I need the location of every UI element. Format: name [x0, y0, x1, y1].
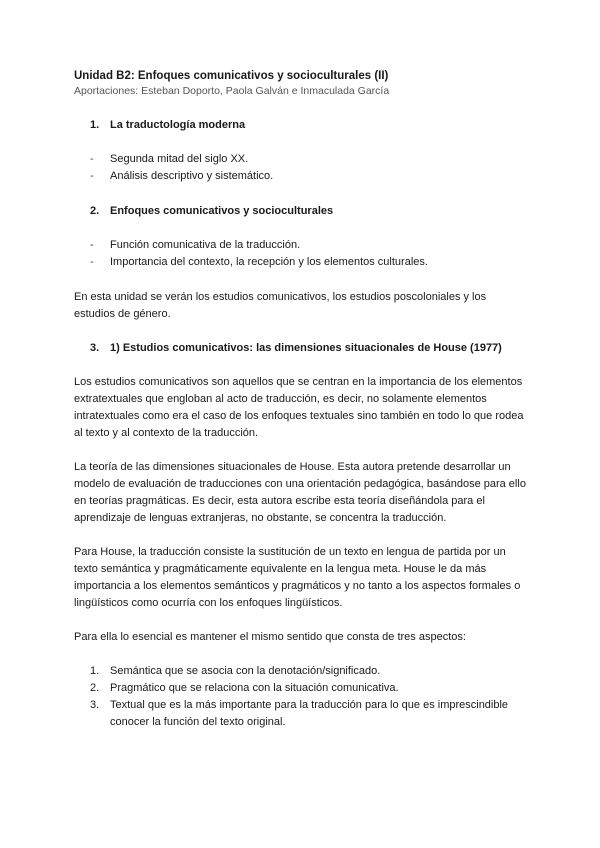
- section-heading-3: [74, 340, 526, 356]
- dash-bullet-icon: -: [90, 153, 94, 165]
- dash-bullet-icon: -: [90, 239, 94, 251]
- document-authors: Aportaciones: Esteban Doporto, Paola Galván e Inmaculada García: [74, 85, 390, 97]
- dash-bullet-icon: -: [90, 256, 94, 268]
- section-title: La traductología moderna: [110, 119, 246, 131]
- list-item: - Importancia del contexto, la recepción y los elementos culturales.: [74, 254, 526, 271]
- dash-list-2: [74, 237, 526, 271]
- section-title: 1) Estudios comunicativos: las dimensiones situacionales de House (1977): [110, 342, 502, 354]
- list-item: 3. Textual que es la más importante para la traducción para lo que es imprescindible conocer la función del texto original.: [90, 699, 509, 728]
- paragraph: Para ella lo esencial es mantener el mismo sentido que consta de tres aspectos:: [74, 631, 466, 643]
- intro-paragraph: En esta unidad se verán los estudios comunicativos, los estudios poscoloniales y los estudios de género.: [74, 291, 487, 320]
- section-number: 2.: [90, 205, 100, 217]
- section-number: 3.: [90, 342, 100, 354]
- section-heading-2: [74, 203, 526, 219]
- list-item: - Función comunicativa de la traducción.: [74, 237, 526, 254]
- aspects-list: [74, 663, 526, 731]
- paragraph: Los estudios comunicativos son aquellos que se centran en la importancia de los elementos extratextuales que engloban al acto de traducción, es decir, no solamente elementos intratextuales como era el caso de los enfoques textuales sino también en todo lo que rodea al texto y al contexto de la traducción.: [74, 376, 524, 439]
- list-item: 2. Pragmático que se relaciona con la situación comunicativa.: [90, 682, 399, 694]
- paragraph: Para House, la traducción consiste la sustitución de un texto en lengua de partida por un texto semántica y pragmáticamente equivalente en la lengua meta. House le da más importancia a los elementos semánticos y pragmáticos y no tanto a los aspectos formales o lingüísticos como ocurría con los enfoques lingüísticos.: [74, 546, 521, 609]
- list-item: - Segunda mitad del siglo XX.: [74, 151, 526, 168]
- section-heading-1: [74, 117, 526, 133]
- document-title: Unidad B2: Enfoques comunicativos y socioculturales (II): [74, 70, 389, 82]
- list-item: - Análisis descriptivo y sistemático.: [74, 168, 526, 185]
- section-number: 1.: [90, 119, 100, 131]
- list-item: 1. Semántica que se asocia con la denotación/significado.: [90, 665, 381, 677]
- section-title: Enfoques comunicativos y socioculturales: [110, 205, 334, 217]
- dash-list-1: [74, 151, 526, 185]
- dash-bullet-icon: -: [90, 170, 94, 182]
- paragraph: La teoría de las dimensiones situacionales de House. Esta autora pretende desarrollar un modelo de evaluación de traducciones con una orientación pedagógica, basándose para ello en teorías pragmáticas. Es decir, esta autora escribe esta teoría diseñándola para el aprendizaje de lenguas extranjeras, no obstante, se concentra la traducción.: [74, 461, 526, 524]
